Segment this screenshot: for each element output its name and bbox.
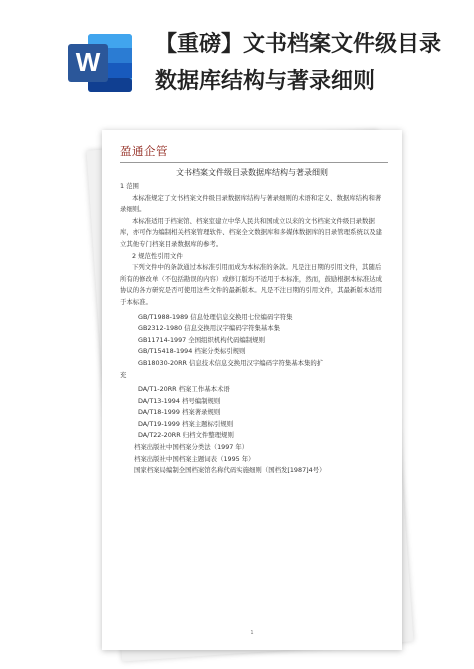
body-paragraph: 国家档案局编制全国档案馆名称代码实施细则（国档发[1987]4号） [134, 466, 326, 475]
body-paragraph: DA/T19-1999 档案主题标引规则 [138, 419, 234, 428]
body-paragraph: DA/T13-1994 档号编制规则 [138, 396, 221, 405]
body-paragraph: 本标准规定了文书档案文件级目录数据库结构与著录细则的术语和定义、数据库结构和著录细则。 [120, 193, 382, 214]
word-icon [66, 28, 136, 98]
body-paragraph: GB2312-1980 信息交换用汉字编码字符集基本集 [138, 324, 281, 333]
body-paragraph: DA/T22-20RR 归档文件整理规则 [138, 431, 234, 440]
body-paragraph: 2 规范性引用文件 [132, 251, 183, 260]
document-title: 文书档案文件级目录数据库结构与著录细则 [176, 168, 328, 177]
body-paragraph: DA/T18-1999 档案著录规则 [138, 408, 221, 417]
document-body [120, 181, 382, 477]
body-paragraph: 档案出版社中国档案分类法（1997 年） [134, 443, 249, 452]
title-line-2: 数据库结构与著录细则 [155, 69, 376, 94]
body-paragraph: GB/T15418-1994 档案分类标引规则 [138, 347, 246, 356]
body-paragraph: 档案出版社中国档案主题词表（1995 年） [134, 454, 255, 463]
body-paragraph: GB11714-1997 全国组织机构代码编制规则 [138, 335, 265, 344]
body-paragraph: 1 范围 [120, 182, 139, 190]
body-paragraph: GB18030-20RR 信息技术信息交换用汉字编码字符集基本集的扩 [138, 358, 324, 367]
header-divider [120, 162, 388, 163]
body-paragraph: GB/T1988-1989 信息处理信息交换用七位编码字符集 [138, 312, 293, 321]
body-paragraph: 下列文件中的条款通过本标准引用而成为本标准的条款。凡是注日期的引用文件，其随后所有的修改单（不包括勘误的内容）或修订版均不适用于本标准，然而，鼓励根据本标准达成协议的各方研究是否可使用这些文件的最新版本。凡是不注日期的引用文件，其最新版本适用于本标准。 [120, 263, 383, 306]
document-page [102, 130, 402, 650]
logo-letter: W [75, 47, 101, 77]
body-paragraph: DA/T1-20RR 档案工作基本术语 [138, 385, 230, 394]
page-number: 1 [250, 630, 254, 636]
body-paragraph: 充 [120, 370, 127, 379]
title-line-1: 【重磅】文书档案文件级目录 [155, 32, 442, 57]
body-paragraph: 本标准适用于档案馆、档案室建立中华人民共和国成立以来的文书档案文件级目录数据库，亦可作为编制相关档案管理软件、档案全文数据库和多媒体数据库的目录管理系统以及建立其他专门档案目录数据库的参考。 [120, 216, 383, 248]
company-name: 盈通企管 [120, 144, 168, 158]
page-title [155, 26, 465, 100]
